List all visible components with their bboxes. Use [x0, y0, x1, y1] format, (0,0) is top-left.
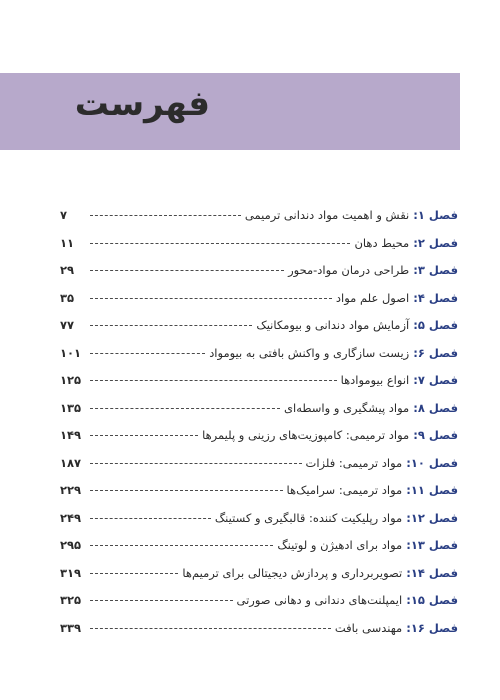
- page-number: ۲۹: [60, 263, 75, 277]
- dot-leader: [90, 435, 198, 436]
- page-number: ۳۳۹: [60, 620, 82, 635]
- chapter-number: فصل ۹:: [413, 428, 458, 442]
- dot-leader: [90, 243, 350, 244]
- chapter-title: مواد رپلیکیت کننده: قالبگیری و کستینگ: [214, 510, 403, 525]
- title-banner: [0, 73, 460, 150]
- page-number: ۱۸۷: [60, 455, 82, 470]
- dot-leader: [90, 215, 241, 216]
- toc-row[interactable]: [60, 538, 458, 566]
- chapter-number: فصل ۱۵:: [406, 593, 458, 607]
- toc-row[interactable]: [60, 318, 458, 346]
- toc-row[interactable]: [60, 566, 458, 594]
- page-number: ۲۹۵: [60, 538, 82, 552]
- chapter-number: فصل ۶:: [413, 345, 458, 360]
- page-number: ۳۵: [60, 290, 75, 305]
- dot-leader: [90, 353, 205, 354]
- chapter-number: فصل ۳:: [413, 263, 458, 277]
- dot-leader: [90, 490, 283, 491]
- chapter-title: زیست سازگاری و واکنش بافتی به بیومواد: [209, 345, 410, 360]
- chapter-title: آزمایش مواد دندانی و بیومکانیک: [256, 318, 410, 332]
- page-number: ۲۴۹: [60, 510, 82, 525]
- chapter-number: فصل ۱:: [413, 208, 458, 222]
- page-number: ۷۷: [60, 318, 75, 332]
- chapter-title: مهندسی بافت: [334, 620, 403, 635]
- page-number: ۱۴۹: [60, 428, 82, 442]
- chapter-title: مواد پیشگیری و واسطه‌ای: [284, 400, 410, 415]
- toc-row[interactable]: [60, 291, 458, 319]
- page-number: ۲۲۹: [60, 483, 82, 497]
- chapter-title: اصول علم مواد: [335, 290, 410, 305]
- dot-leader: [90, 408, 280, 409]
- chapter-title: طراحی درمان مواد-محور: [288, 263, 410, 277]
- toc-row[interactable]: [60, 373, 458, 401]
- page-number: ۳۱۹: [60, 565, 82, 580]
- chapter-title: مواد ترمیمی: سرامیک‌ها: [286, 483, 403, 497]
- toc-row[interactable]: [60, 593, 458, 621]
- chapter-number: فصل ۱۴:: [406, 565, 458, 580]
- dot-leader: [90, 600, 233, 601]
- toc-row[interactable]: [60, 511, 458, 539]
- page-title: فهرست: [74, 84, 210, 124]
- page-number: ۳۲۵: [60, 593, 82, 607]
- chapter-number: فصل ۴:: [413, 290, 458, 305]
- dot-leader: [90, 298, 332, 299]
- chapter-title: تصویربرداری و پردازش دیجیتالی برای ترمیم‌ها: [182, 565, 403, 580]
- toc-row[interactable]: [60, 456, 458, 484]
- page-number: ۱۰۱: [60, 345, 82, 360]
- dot-leader: [90, 518, 211, 519]
- chapter-title: نقش و اهمیت مواد دندانی ترمیمی: [244, 208, 410, 222]
- page-number: ۱۳۵: [60, 400, 82, 415]
- chapter-title: مواد ترمیمی: فلزات: [305, 455, 403, 470]
- chapter-number: فصل ۱۱:: [406, 483, 458, 497]
- chapter-number: فصل ۸:: [413, 400, 458, 415]
- dot-leader: [90, 545, 273, 546]
- dot-leader: [90, 573, 178, 574]
- toc-row[interactable]: [60, 401, 458, 429]
- page-number: ۷: [60, 208, 68, 222]
- toc-row[interactable]: [60, 428, 458, 456]
- toc-row[interactable]: [60, 483, 458, 511]
- chapter-title: مواد ترمیمی: کامپوزیت‌های رزینی و پلیمرها: [202, 428, 410, 442]
- page-number: ۱۲۵: [60, 373, 82, 387]
- toc-row[interactable]: [60, 346, 458, 374]
- chapter-number: فصل ۱۲:: [406, 510, 458, 525]
- chapter-number: فصل ۲:: [413, 235, 458, 250]
- toc-row[interactable]: [60, 208, 458, 236]
- dot-leader: [90, 380, 337, 381]
- chapter-number: فصل ۷:: [413, 373, 458, 387]
- toc-row[interactable]: [60, 621, 458, 649]
- chapter-title: انواع بیومواد‌ها: [340, 373, 410, 387]
- chapter-number: فصل ۵:: [413, 318, 458, 332]
- chapter-title: محیط دهان: [354, 235, 410, 250]
- chapter-title: ایمپلنت‌های دندانی و دهانی صورتی: [236, 593, 403, 607]
- chapter-number: فصل ۱۰:: [406, 455, 458, 470]
- dot-leader: [90, 270, 284, 271]
- chapter-number: فصل ۱۶:: [406, 620, 458, 635]
- chapter-title: مواد برای ادهیژن و لوتینگ: [277, 538, 403, 552]
- dot-leader: [90, 628, 331, 629]
- dot-leader: [90, 325, 252, 326]
- page-number: ۱۱: [60, 235, 75, 250]
- table-of-contents: [60, 208, 458, 648]
- chapter-number: فصل ۱۳:: [406, 538, 458, 552]
- toc-row[interactable]: [60, 236, 458, 264]
- toc-row[interactable]: [60, 263, 458, 291]
- dot-leader: [90, 463, 302, 464]
